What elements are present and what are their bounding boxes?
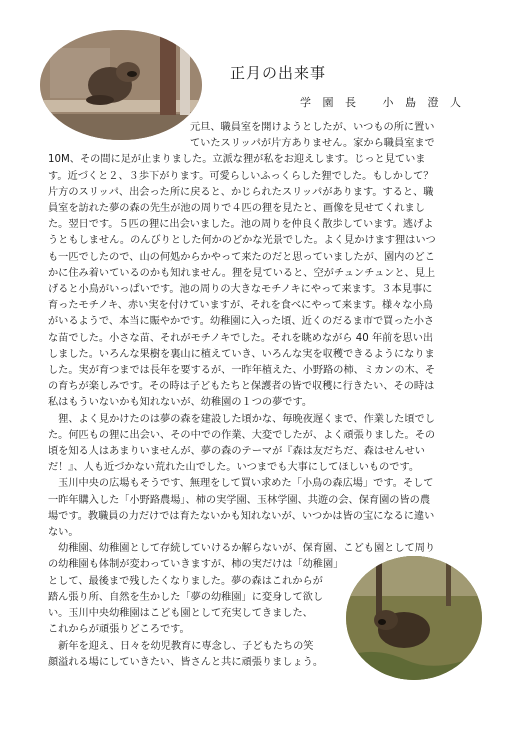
body-line: の育ちが楽しみです。その時は子どもたちと保護者の皆で収穫に行きたい、その時は — [48, 381, 435, 393]
body-line: ていたスリッパが片方ありません。家から職員室まで — [190, 138, 435, 150]
author-line: 学 園 長 小 島 澄 人 — [300, 96, 465, 109]
body-line: い。玉川中央幼稚園はこども園として充実してきました、 — [48, 608, 313, 620]
body-line: 新年を迎え、日々を幼児教育に専念し、子どもたちの笑 — [48, 640, 314, 652]
body-line: 場です。教職員の力だけでは育たないかも知れないが、いつかは皆の宝になるに違い — [48, 510, 435, 522]
body-line: す。近づくと２、３歩下がります。可愛らしいふっくらした狸でした。もしかして？ — [48, 170, 434, 182]
body-line: な苗でした。小さな苗、それがモチノキでした。それを眺めながら 40 年前を思い出 — [48, 332, 434, 344]
body-line: た。何匹もの狸に出会い、その中での作業、大変でしたが、よく頑張りました。その — [48, 429, 436, 441]
body-line: 10M、その間に足が止まりました。立派な狸が私をお迎えします。じっと見ていま — [48, 154, 426, 166]
body-line: た。翌日です。５匹の狸に出会いました。池の周りを仲良く散歩しています。逃げよ — [48, 219, 434, 231]
body-line: しました。いろんな果樹を裏山に植えていき、いろんな実を収穫できるようになりま — [48, 348, 435, 360]
body-line: ない。 — [48, 527, 79, 539]
body-line: 員室を訪れた夢の森の先生が池の周りで４匹の狸を見たと、画像を見せてくれまし — [48, 203, 425, 215]
body-line: した。実が育つまでは長年を要するが、一昨年植えた、小野路の柿、ミカンの木、そ — [48, 365, 436, 377]
raccoon-dog-in-grass-photo — [346, 556, 482, 680]
body-line: 幼稚園、幼稚園として存続していけるか解らないが、保育園、こども園として周り — [48, 543, 436, 555]
body-line: 頃を知る人はあまりいませんが、夢の森のテーマが『森は友だちだ、森はせんせい — [48, 446, 425, 458]
body-line: も一匹でしたので、山の何処からかやって来たのだと思っていましたが、園内のどこ — [48, 251, 435, 263]
body-line: だ！』、人も近づかない荒れた山でした。いつまでも大事にしてほしいものです。 — [48, 462, 420, 474]
body-line: がいるようで、本当に賑やかです。幼稚園に入った頃、近くのだるま市で買った小さ — [48, 316, 435, 328]
body-line: 私はもういないかも知れないが、幼稚園の１つの夢です。 — [48, 397, 313, 409]
body-line: うともしません。のんびりとした何かのどかな光景でした。よく見かけます狸はいつ — [48, 235, 436, 247]
body-line: 元旦、職員室を開けようとしたが、いつもの所に置い — [190, 122, 435, 133]
body-line: 顔溢れる場にしていきたい、皆さんと共に頑張りましょう。 — [48, 656, 324, 668]
body-line: 玉川中央の広場もそうです、無理をして買い求めた「小鳥の森広場」です。そして — [48, 478, 434, 490]
body-line: かに住み着いているのかも知れません。狸を見ていると、空がチュンチュンと、見上 — [48, 267, 436, 279]
body-line: 狸、よく見かけたのは夢の森を建設した頃かな、毎晩夜遅くまで、作業した頃でし — [48, 413, 435, 425]
body-line: として、最後まで残したくなりました。夢の森はこれからが — [48, 575, 323, 587]
body-line: これからが頑張りどころです。 — [48, 624, 190, 636]
body-line: の幼稚園も体制が変わっていきますが、柿の実だけは「幼稚園」 — [48, 559, 344, 571]
body-line: 一昨年購入した「小野路農場」、柿の実学園、玉林学園、共遊の会、保育園の皆の農 — [48, 494, 431, 506]
page-title: 正月の出来事 — [230, 64, 327, 82]
body-line: 片方のスリッパ、出会った所に戻ると、かじられたスリッパがあります。すると、職 — [48, 186, 434, 198]
body-line: 踏ん張り所、自然を生かした「夢の幼稚園」に変身して欲し — [48, 591, 324, 603]
body-line: 育ったモチノキ、赤い実を付けていますが、それを食べにやって来ます。様々な小鳥 — [48, 300, 433, 312]
body-line: げると小鳥がいっぱいです。池の周りの大きなモチノキにやって来ます。３本見事に — [48, 284, 433, 296]
